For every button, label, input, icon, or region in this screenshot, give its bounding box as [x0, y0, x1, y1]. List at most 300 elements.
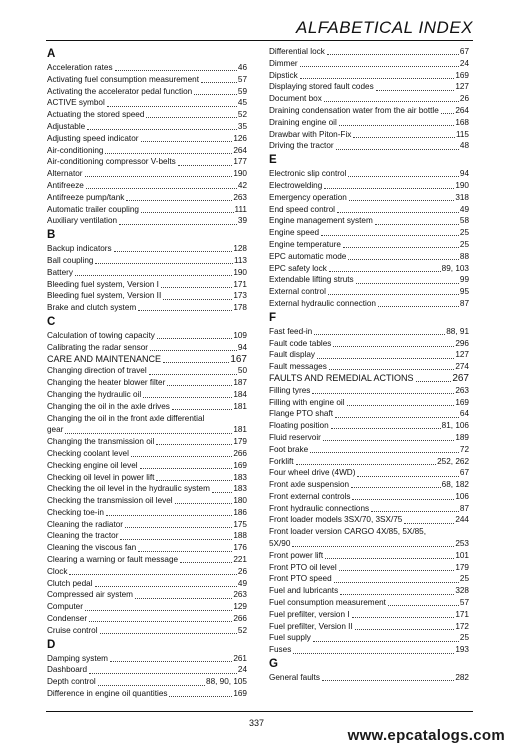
- section-letter: A: [47, 48, 56, 60]
- index-entry[interactable]: [47, 121, 247, 133]
- index-entry[interactable]: [269, 562, 469, 574]
- entry-page: 39: [237, 216, 247, 226]
- index-entry[interactable]: [269, 93, 469, 105]
- entry-label: CARE AND MAINTENANCE: [47, 353, 162, 364]
- entry-label: Fuel prefilter, version I: [269, 609, 350, 619]
- dot-leader: [86, 188, 237, 189]
- entry-page: 46: [237, 63, 247, 72]
- dot-leader: [317, 358, 454, 359]
- dot-leader: [300, 78, 455, 79]
- section-letter: C: [47, 315, 56, 328]
- entry-label: Changing the heater blower filter: [47, 378, 166, 388]
- dot-leader: [175, 503, 233, 504]
- index-entry[interactable]: [269, 514, 469, 526]
- entry-page: 169: [233, 460, 247, 470]
- dot-leader: [146, 117, 236, 118]
- index-entry[interactable]: [269, 180, 469, 192]
- index-entry[interactable]: [47, 330, 247, 342]
- index-entry[interactable]: [47, 413, 247, 437]
- section-letter: B: [47, 229, 56, 242]
- entry-label: Condenser: [47, 614, 88, 624]
- entry-page: 167: [230, 353, 247, 365]
- index-entry[interactable]: [47, 589, 247, 601]
- dot-leader: [375, 224, 459, 225]
- dot-leader: [352, 617, 455, 618]
- index-entry[interactable]: [47, 145, 247, 157]
- entry-page: 67: [459, 468, 469, 478]
- index-entry[interactable]: [269, 672, 469, 684]
- entry-page: 184: [233, 389, 247, 399]
- index-entry[interactable]: [269, 46, 469, 58]
- entry-page: 109: [233, 330, 247, 340]
- index-entry[interactable]: [269, 168, 469, 180]
- entry-page: 169: [233, 689, 247, 699]
- dot-leader: [105, 153, 232, 154]
- entry-page: 87: [459, 503, 469, 513]
- dot-leader: [163, 299, 232, 300]
- index-entry[interactable]: [47, 542, 247, 554]
- entry-label: Displaying stored fault codes: [269, 82, 374, 92]
- entry-label: Foot brake: [269, 444, 309, 454]
- entry-label: Draining engine oil: [269, 117, 337, 127]
- index-entry[interactable]: [47, 180, 247, 192]
- dot-leader: [163, 362, 229, 363]
- dot-leader: [157, 338, 232, 339]
- index-entry[interactable]: [269, 361, 469, 373]
- index-entry[interactable]: [269, 467, 469, 479]
- entry-page: 57: [237, 74, 247, 84]
- dot-leader: [167, 385, 232, 386]
- index-entry[interactable]: [269, 373, 469, 385]
- index-entry[interactable]: [47, 97, 247, 109]
- index-entry[interactable]: [269, 70, 469, 82]
- dot-leader: [322, 680, 454, 681]
- index-entry[interactable]: [269, 597, 469, 609]
- entry-label: Front loader models 3SX/70, 3SX/75: [269, 515, 403, 525]
- entry-page: 169: [455, 70, 469, 80]
- entry-label: Adjustable: [47, 121, 86, 131]
- entry-page: 127: [455, 350, 469, 360]
- index-entry[interactable]: [269, 573, 469, 585]
- entry-label: Fuel prefilter, Version II: [269, 621, 353, 631]
- entry-page: 94: [459, 169, 469, 179]
- entry-page: 168: [455, 117, 469, 127]
- dot-leader: [296, 464, 437, 465]
- entry-label: Changing the oil in the axle drives: [47, 401, 170, 411]
- entry-page: 94: [237, 342, 247, 352]
- index-entry[interactable]: [269, 408, 469, 420]
- entry-page: 171: [233, 279, 247, 289]
- dot-leader: [441, 113, 455, 114]
- entry-label: Bleeding fuel system, Version I: [47, 279, 159, 289]
- entry-page: 128: [233, 244, 247, 254]
- index-entry[interactable]: [269, 129, 469, 141]
- dot-leader: [343, 247, 459, 248]
- index-entry[interactable]: [47, 290, 247, 302]
- index-entry[interactable]: [269, 609, 469, 621]
- entry-page: 318: [455, 192, 469, 202]
- dot-leader: [337, 212, 459, 213]
- dot-leader: [180, 562, 232, 563]
- index-entry[interactable]: [47, 664, 247, 676]
- entry-page: 244: [455, 515, 469, 525]
- index-entry[interactable]: [47, 653, 247, 665]
- entry-label: Acceleration rates: [47, 63, 113, 72]
- entry-page: 88, 90, 105: [206, 677, 247, 687]
- index-entry[interactable]: [47, 472, 247, 484]
- dot-leader: [347, 405, 455, 406]
- index-entry[interactable]: [269, 349, 469, 361]
- dot-leader: [293, 653, 454, 654]
- dot-leader: [110, 661, 232, 662]
- section-letter: G: [269, 658, 278, 671]
- page-title: ALFABETICAL INDEX: [296, 18, 473, 37]
- dot-leader: [194, 94, 237, 95]
- dot-leader: [339, 125, 455, 126]
- index-entry[interactable]: [47, 436, 247, 448]
- entry-label: Draining condensation water from the air bottle: [269, 105, 439, 115]
- entry-label: Fuel consumption measurement: [269, 598, 386, 608]
- entry-label: Battery: [47, 267, 73, 277]
- dot-leader: [95, 263, 233, 264]
- entry-label-continued: gear: [47, 425, 64, 435]
- entry-label: External hydraulic connection: [269, 298, 376, 308]
- index-entry[interactable]: [47, 530, 247, 542]
- dot-leader: [169, 696, 232, 697]
- entry-page: 176: [233, 543, 247, 553]
- entry-page: 88, 91: [446, 326, 469, 336]
- index-entry[interactable]: [47, 204, 247, 216]
- entry-label: Engine speed: [269, 228, 320, 238]
- entry-label: Filling with engine oil: [269, 397, 345, 407]
- index-entry[interactable]: [269, 632, 469, 644]
- dot-leader: [404, 523, 454, 524]
- index-entry[interactable]: [269, 550, 469, 562]
- index-entry[interactable]: [269, 397, 469, 409]
- index-entry[interactable]: [47, 354, 247, 366]
- entry-label: Four wheel drive (4WD): [269, 468, 356, 478]
- entry-label: Clearing a warning or fault message: [47, 555, 179, 565]
- dot-leader: [329, 369, 455, 370]
- index-entry[interactable]: [269, 105, 469, 117]
- entry-page: 183: [233, 484, 247, 494]
- watermark: www.epcatalogs.com: [347, 727, 505, 744]
- entry-page: 24: [237, 665, 247, 675]
- dot-leader: [89, 673, 237, 674]
- entry-label: Fault display: [269, 350, 315, 360]
- entry-label: Driving the tractor: [269, 141, 334, 151]
- index-entry[interactable]: [47, 566, 247, 578]
- dot-leader: [313, 641, 459, 642]
- dot-leader: [126, 200, 232, 201]
- index-entry[interactable]: [47, 342, 247, 354]
- index-entry[interactable]: [269, 239, 469, 251]
- index-entry[interactable]: [47, 267, 247, 279]
- entry-label: Front hydraulic connections: [269, 503, 370, 513]
- dot-leader: [100, 633, 237, 634]
- index-entry[interactable]: [47, 676, 247, 688]
- index-entry[interactable]: [47, 279, 247, 291]
- dot-leader: [388, 605, 459, 606]
- index-entry[interactable]: [269, 526, 469, 550]
- entry-page: 45: [237, 98, 247, 108]
- dot-leader: [141, 212, 234, 213]
- entry-label: Differential lock: [269, 47, 325, 56]
- entry-page: 267: [452, 372, 469, 384]
- dot-leader: [107, 106, 237, 107]
- index-entry[interactable]: [47, 460, 247, 472]
- entry-label: ACTIVE symbol: [47, 98, 105, 108]
- entry-label: Fast feed-in: [269, 326, 313, 336]
- index-entry[interactable]: [47, 62, 247, 74]
- dot-leader: [89, 621, 232, 622]
- dot-leader: [310, 452, 459, 453]
- entry-label: Flange PTO shaft: [269, 409, 334, 419]
- index-entry[interactable]: [47, 601, 247, 613]
- index-entry[interactable]: [47, 255, 247, 267]
- entry-page: 172: [455, 621, 469, 631]
- dot-leader: [339, 570, 455, 571]
- entry-label: Activating fuel consumption measurement: [47, 74, 200, 84]
- entry-label: Computer: [47, 602, 83, 612]
- entry-label: Damping system: [47, 653, 108, 663]
- entry-label: Front axle suspension: [269, 480, 350, 490]
- index-entry[interactable]: [47, 302, 247, 314]
- dot-leader: [355, 629, 455, 630]
- dot-leader: [378, 306, 459, 307]
- index-entry[interactable]: [47, 192, 247, 204]
- index-entry[interactable]: [47, 578, 247, 590]
- entry-page: 106: [455, 491, 469, 501]
- entry-page: 173: [233, 291, 247, 301]
- entry-label: Cleaning the radiator: [47, 519, 124, 529]
- entry-page: 264: [233, 145, 247, 155]
- entry-label: Extendable lifting struts: [269, 275, 354, 285]
- dot-leader: [335, 417, 459, 418]
- entry-label: Antifreeze: [47, 180, 84, 190]
- entry-label: Difference in engine oil quantities: [47, 689, 168, 699]
- dot-leader: [336, 149, 459, 150]
- entry-page: 171: [455, 609, 469, 619]
- entry-label: Compressed air system: [47, 590, 133, 600]
- index-entry[interactable]: [47, 168, 247, 180]
- dot-leader: [324, 101, 459, 102]
- index-entry[interactable]: [269, 479, 469, 491]
- entry-page: 57: [459, 598, 469, 608]
- index-entry[interactable]: [269, 215, 469, 227]
- dot-leader: [95, 586, 237, 587]
- entry-page: 25: [459, 574, 469, 584]
- dot-leader: [156, 480, 232, 481]
- index-entry[interactable]: [47, 86, 247, 98]
- dot-leader: [178, 165, 233, 166]
- index-entry[interactable]: [269, 58, 469, 70]
- dot-leader: [353, 137, 455, 138]
- index-entry[interactable]: [47, 507, 247, 519]
- entry-page: 183: [233, 472, 247, 482]
- index-entry[interactable]: [269, 192, 469, 204]
- entry-label: Forklift: [269, 456, 294, 466]
- index-entry[interactable]: [269, 503, 469, 515]
- entry-page: 111: [234, 204, 247, 214]
- index-entry[interactable]: [269, 456, 469, 468]
- entry-label: Calibrating the radar sensor: [47, 342, 149, 352]
- dot-leader: [106, 515, 232, 516]
- dot-leader: [416, 381, 452, 382]
- entry-label: Document box: [269, 94, 322, 104]
- entry-label: Front external controls: [269, 491, 351, 501]
- entry-label: Emergency operation: [269, 192, 347, 202]
- dot-leader: [98, 685, 205, 686]
- entry-label: General faults: [269, 673, 320, 683]
- index-entry[interactable]: [269, 263, 469, 275]
- entry-page: 49: [459, 204, 469, 214]
- index-entry[interactable]: [269, 117, 469, 129]
- entry-page: 263: [233, 590, 247, 600]
- index-entry[interactable]: [47, 613, 247, 625]
- index-entry[interactable]: [269, 444, 469, 456]
- index-entry[interactable]: [269, 385, 469, 397]
- dot-leader: [161, 287, 232, 288]
- dot-leader: [212, 492, 232, 493]
- entry-page: 88: [459, 251, 469, 261]
- entry-page: 263: [455, 385, 469, 395]
- entry-page: 115: [455, 129, 469, 139]
- dot-leader: [141, 141, 233, 142]
- dot-leader: [357, 476, 458, 477]
- dot-leader: [356, 283, 459, 284]
- entry-label: Checking the oil level in the hydraulic system: [47, 484, 210, 494]
- dot-leader: [125, 527, 232, 528]
- index-entry[interactable]: [269, 585, 469, 597]
- index-entry[interactable]: [47, 554, 247, 566]
- entry-label: Calculation of towing capacity: [47, 330, 155, 340]
- index-entry[interactable]: [269, 140, 469, 152]
- entry-label: Changing the oil in the front axle differential: [47, 413, 205, 423]
- index-entry[interactable]: [47, 389, 247, 401]
- entry-page: 252, 262: [437, 456, 469, 466]
- index-column-left: [47, 46, 247, 700]
- index-entry[interactable]: [269, 338, 469, 350]
- entry-label: Cleaning the viscous fan: [47, 543, 137, 553]
- index-column-right: [269, 46, 469, 684]
- index-entry[interactable]: [47, 401, 247, 413]
- entry-label: FAULTS AND REMEDIAL ACTIONS: [269, 372, 414, 383]
- entry-page: 181: [233, 401, 247, 411]
- entry-label: Front power lift: [269, 550, 324, 560]
- dot-leader: [323, 440, 454, 441]
- entry-page: 50: [237, 366, 247, 376]
- index-entry[interactable]: [269, 227, 469, 239]
- entry-label: Changing the hydraulic oil: [47, 389, 142, 399]
- index-entry[interactable]: [47, 483, 247, 495]
- dot-leader: [352, 499, 454, 500]
- index-entry[interactable]: [47, 243, 247, 255]
- index-entry[interactable]: [269, 491, 469, 503]
- entry-page: 35: [237, 121, 247, 131]
- dot-leader: [333, 346, 454, 347]
- index-entry[interactable]: [269, 420, 469, 432]
- dot-leader: [131, 456, 232, 457]
- dot-leader: [331, 428, 441, 429]
- entry-page: 190: [233, 267, 247, 277]
- entry-label: Alternator: [47, 169, 83, 179]
- entry-label: Auxiliary ventilation: [47, 216, 118, 226]
- index-entry[interactable]: [269, 621, 469, 633]
- entry-page: 264: [455, 105, 469, 115]
- dot-leader: [120, 539, 232, 540]
- entry-page: 67: [459, 47, 469, 56]
- entry-label: Front PTO oil level: [269, 562, 337, 572]
- index-entry[interactable]: [47, 74, 247, 86]
- index-entry[interactable]: [47, 215, 247, 227]
- dot-leader: [329, 271, 441, 272]
- entry-label: Depth control: [47, 677, 96, 687]
- entry-page: 190: [455, 180, 469, 190]
- dot-leader: [143, 397, 232, 398]
- entry-page: 26: [459, 94, 469, 104]
- index-entry[interactable]: [47, 133, 247, 145]
- dot-leader: [324, 188, 454, 189]
- entry-label: Checking the transmission oil level: [47, 496, 173, 506]
- index-entry[interactable]: [269, 326, 469, 338]
- index-entry[interactable]: [47, 156, 247, 168]
- section-letter: E: [269, 154, 277, 167]
- entry-page: 274: [455, 362, 469, 372]
- dot-leader: [351, 487, 441, 488]
- entry-page: 101: [455, 550, 469, 560]
- index-entry[interactable]: [269, 644, 469, 656]
- index-entry[interactable]: [47, 365, 247, 377]
- entry-label: Clutch pedal: [47, 578, 93, 588]
- index-entry[interactable]: [269, 286, 469, 298]
- index-entry[interactable]: [269, 298, 469, 310]
- entry-label: Electronic slip control: [269, 169, 347, 179]
- index-entry[interactable]: [47, 625, 247, 637]
- entry-label: Front PTO speed: [269, 574, 332, 584]
- dot-leader: [348, 259, 459, 260]
- entry-page: 25: [459, 239, 469, 249]
- dot-leader: [348, 176, 459, 177]
- index-entry[interactable]: [269, 251, 469, 263]
- index-entry[interactable]: [47, 495, 247, 507]
- entry-label-continued: 5X/90: [269, 539, 291, 549]
- dot-leader: [85, 176, 233, 177]
- index-entry[interactable]: [269, 432, 469, 444]
- index-entry[interactable]: [269, 274, 469, 286]
- entry-label: Engine management system: [269, 216, 373, 226]
- index-entry[interactable]: [47, 688, 247, 700]
- index-entry[interactable]: [47, 377, 247, 389]
- entry-label: Front loader version CARGO 4X/85, 5X/85,: [269, 527, 427, 537]
- index-entry[interactable]: [269, 81, 469, 93]
- entry-page: 99: [459, 275, 469, 285]
- index-entry[interactable]: [47, 448, 247, 460]
- index-entry[interactable]: [47, 519, 247, 531]
- dot-leader: [349, 200, 455, 201]
- entry-page: 26: [237, 566, 247, 576]
- entry-page: 296: [455, 338, 469, 348]
- index-entry[interactable]: [47, 109, 247, 121]
- index-entry[interactable]: [269, 204, 469, 216]
- entry-page: 221: [233, 555, 247, 565]
- entry-page: 261: [233, 653, 247, 663]
- entry-label: Drawbar with Piton-Fix: [269, 129, 352, 139]
- section-letter: F: [269, 311, 277, 324]
- entry-label: Dimmer: [269, 58, 298, 68]
- entry-label: Engine temperature: [269, 239, 341, 249]
- entry-label: Bleeding fuel system, Version II: [47, 291, 162, 301]
